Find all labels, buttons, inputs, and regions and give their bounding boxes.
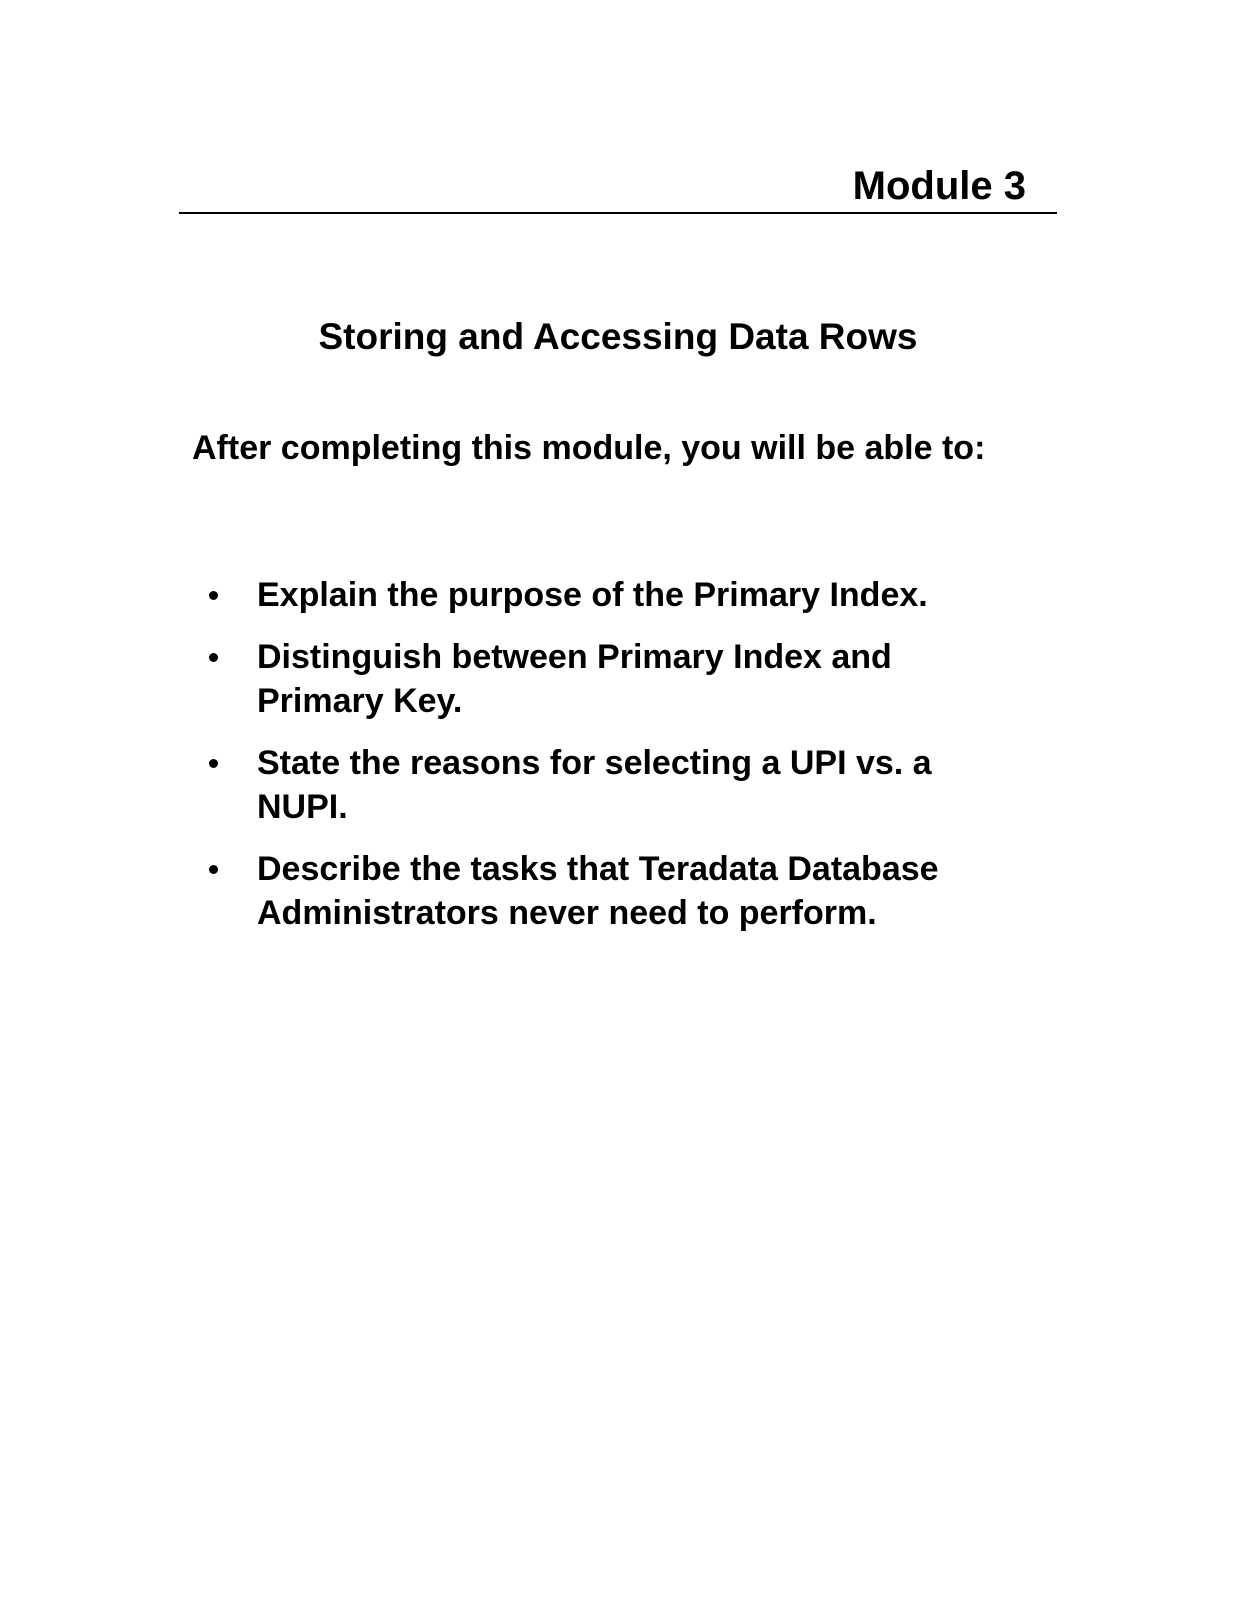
objective-text: Describe the tasks that Teradata Database Administrators never need to perform. (257, 850, 939, 932)
objective-text: State the reasons for selecting a UPI vs. a NUPI. (257, 744, 932, 826)
objective-item (205, 635, 1025, 723)
module-label: Module 3 (852, 164, 1026, 208)
bullet-icon (209, 865, 218, 874)
objective-text: Explain the purpose of the Primary Index. (257, 576, 928, 614)
objective-item (205, 847, 1025, 935)
bullet-icon (209, 653, 218, 662)
bullet-icon (209, 591, 218, 600)
objectives-list (205, 573, 1025, 953)
bullet-icon (209, 759, 218, 768)
intro-text: After completing this module, you will be able to: (192, 429, 986, 467)
objective-item (205, 573, 1025, 617)
module-title: Storing and Accessing Data Rows (318, 316, 918, 357)
objective-text: Distinguish between Primary Index and Primary Key. (257, 638, 892, 720)
header-divider (179, 212, 1057, 214)
objective-item (205, 741, 1025, 829)
